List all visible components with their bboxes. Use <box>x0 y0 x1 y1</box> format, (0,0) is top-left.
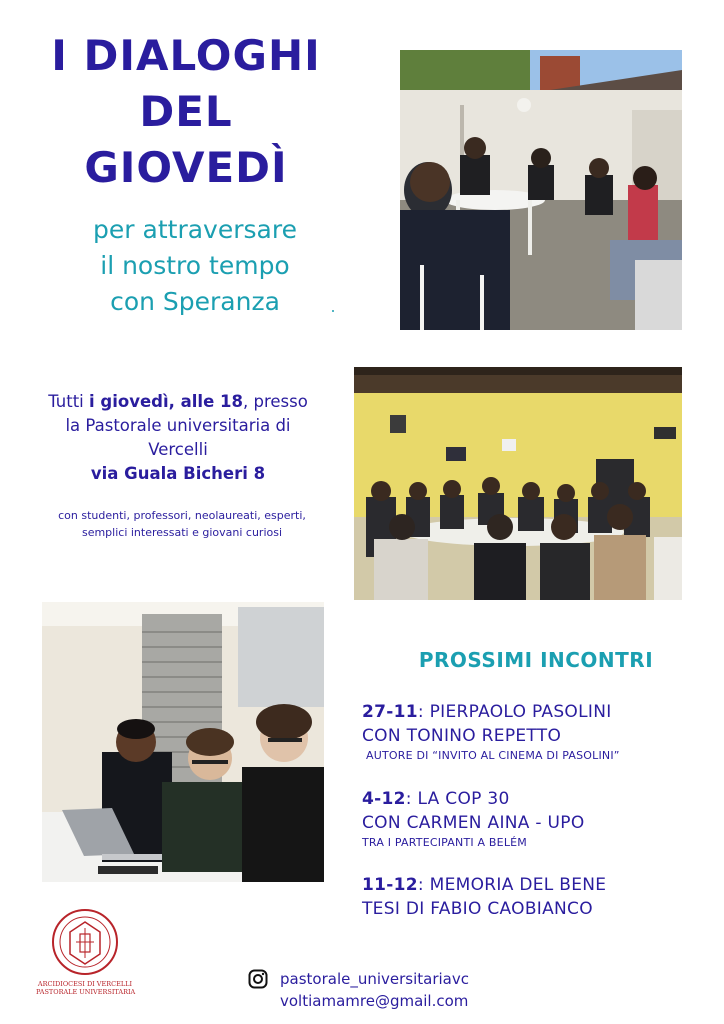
title-line-2: DEL <box>139 87 233 136</box>
audience-line-2: semplici interessati e giovani curiosi <box>81 526 283 539</box>
event-date: 11-12 <box>362 875 418 895</box>
audience-line-1: con studenti, professori, neolaureati, esperti, <box>58 509 306 522</box>
event-topic: : PIERPAOLO PASOLINI <box>417 702 612 722</box>
page-title <box>0 28 372 196</box>
email-link[interactable]: voltiamamre@gmail.com <box>280 992 469 1010</box>
address: via Guala Bicheri 8 <box>90 464 266 483</box>
upcoming-title: PROSSIMI INCONTRI <box>418 648 654 672</box>
event-guest: CON TONINO REPETTO <box>362 726 562 746</box>
event-headline <box>362 700 722 724</box>
event-date: 27-11 <box>362 702 418 722</box>
logo-line-2: PASTORALE UNIVERSITARIA <box>36 988 136 996</box>
info-line-1 <box>20 390 336 414</box>
event-headline <box>362 873 722 897</box>
event-topic: : LA COP 30 <box>405 789 510 809</box>
outdoor-meeting-photo <box>400 50 682 330</box>
students-laptop-photo <box>42 602 324 882</box>
event-date: 4-12 <box>362 789 406 809</box>
meeting-info <box>20 390 336 486</box>
subtitle-line-2: il nostro tempo <box>100 251 290 280</box>
logo-line-1: ARCIDIOCESI DI VERCELLI <box>37 980 133 988</box>
instagram-handle[interactable]: pastorale_universitariavc <box>280 970 470 988</box>
event-note: AUTORE DI “INVITO AL CINEMA DI PASOLINI” <box>366 749 620 762</box>
subtitle-line-1: per attraversare <box>93 215 297 244</box>
event-item <box>362 787 722 851</box>
title-line-1: I DIALOGHI <box>51 31 321 80</box>
info-text: , presso <box>242 392 308 411</box>
info-time: i giovedì, alle 18 <box>89 392 243 411</box>
event-headline <box>362 787 722 811</box>
event-guest: CON CARMEN AINA - UPO <box>362 813 585 833</box>
info-text: Tutti <box>48 392 89 411</box>
audience-text <box>12 507 352 541</box>
event-item <box>362 700 722 764</box>
event-topic: : MEMORIA DEL BENE <box>417 875 607 895</box>
contacts <box>248 968 548 1012</box>
title-line-3: GIOVEDÌ <box>84 143 288 192</box>
info-address <box>20 462 336 486</box>
diocese-seal-icon <box>50 908 120 976</box>
instagram-icon <box>248 969 268 989</box>
event-guest: TESI DI FABIO CAOBIANCO <box>362 899 593 919</box>
event-item <box>362 873 722 921</box>
decorative-dot <box>332 310 334 312</box>
indoor-meeting-photo <box>354 367 682 600</box>
subtitle-line-3: con Speranza <box>110 287 280 316</box>
info-line-2: la Pastorale universitaria di <box>65 416 291 435</box>
subtitle <box>40 212 350 320</box>
info-line-3: Vercelli <box>148 440 208 459</box>
event-note: TRA I PARTECIPANTI A BELÉM <box>362 836 528 849</box>
diocese-logo <box>36 908 134 1000</box>
instagram-row[interactable] <box>248 968 548 990</box>
